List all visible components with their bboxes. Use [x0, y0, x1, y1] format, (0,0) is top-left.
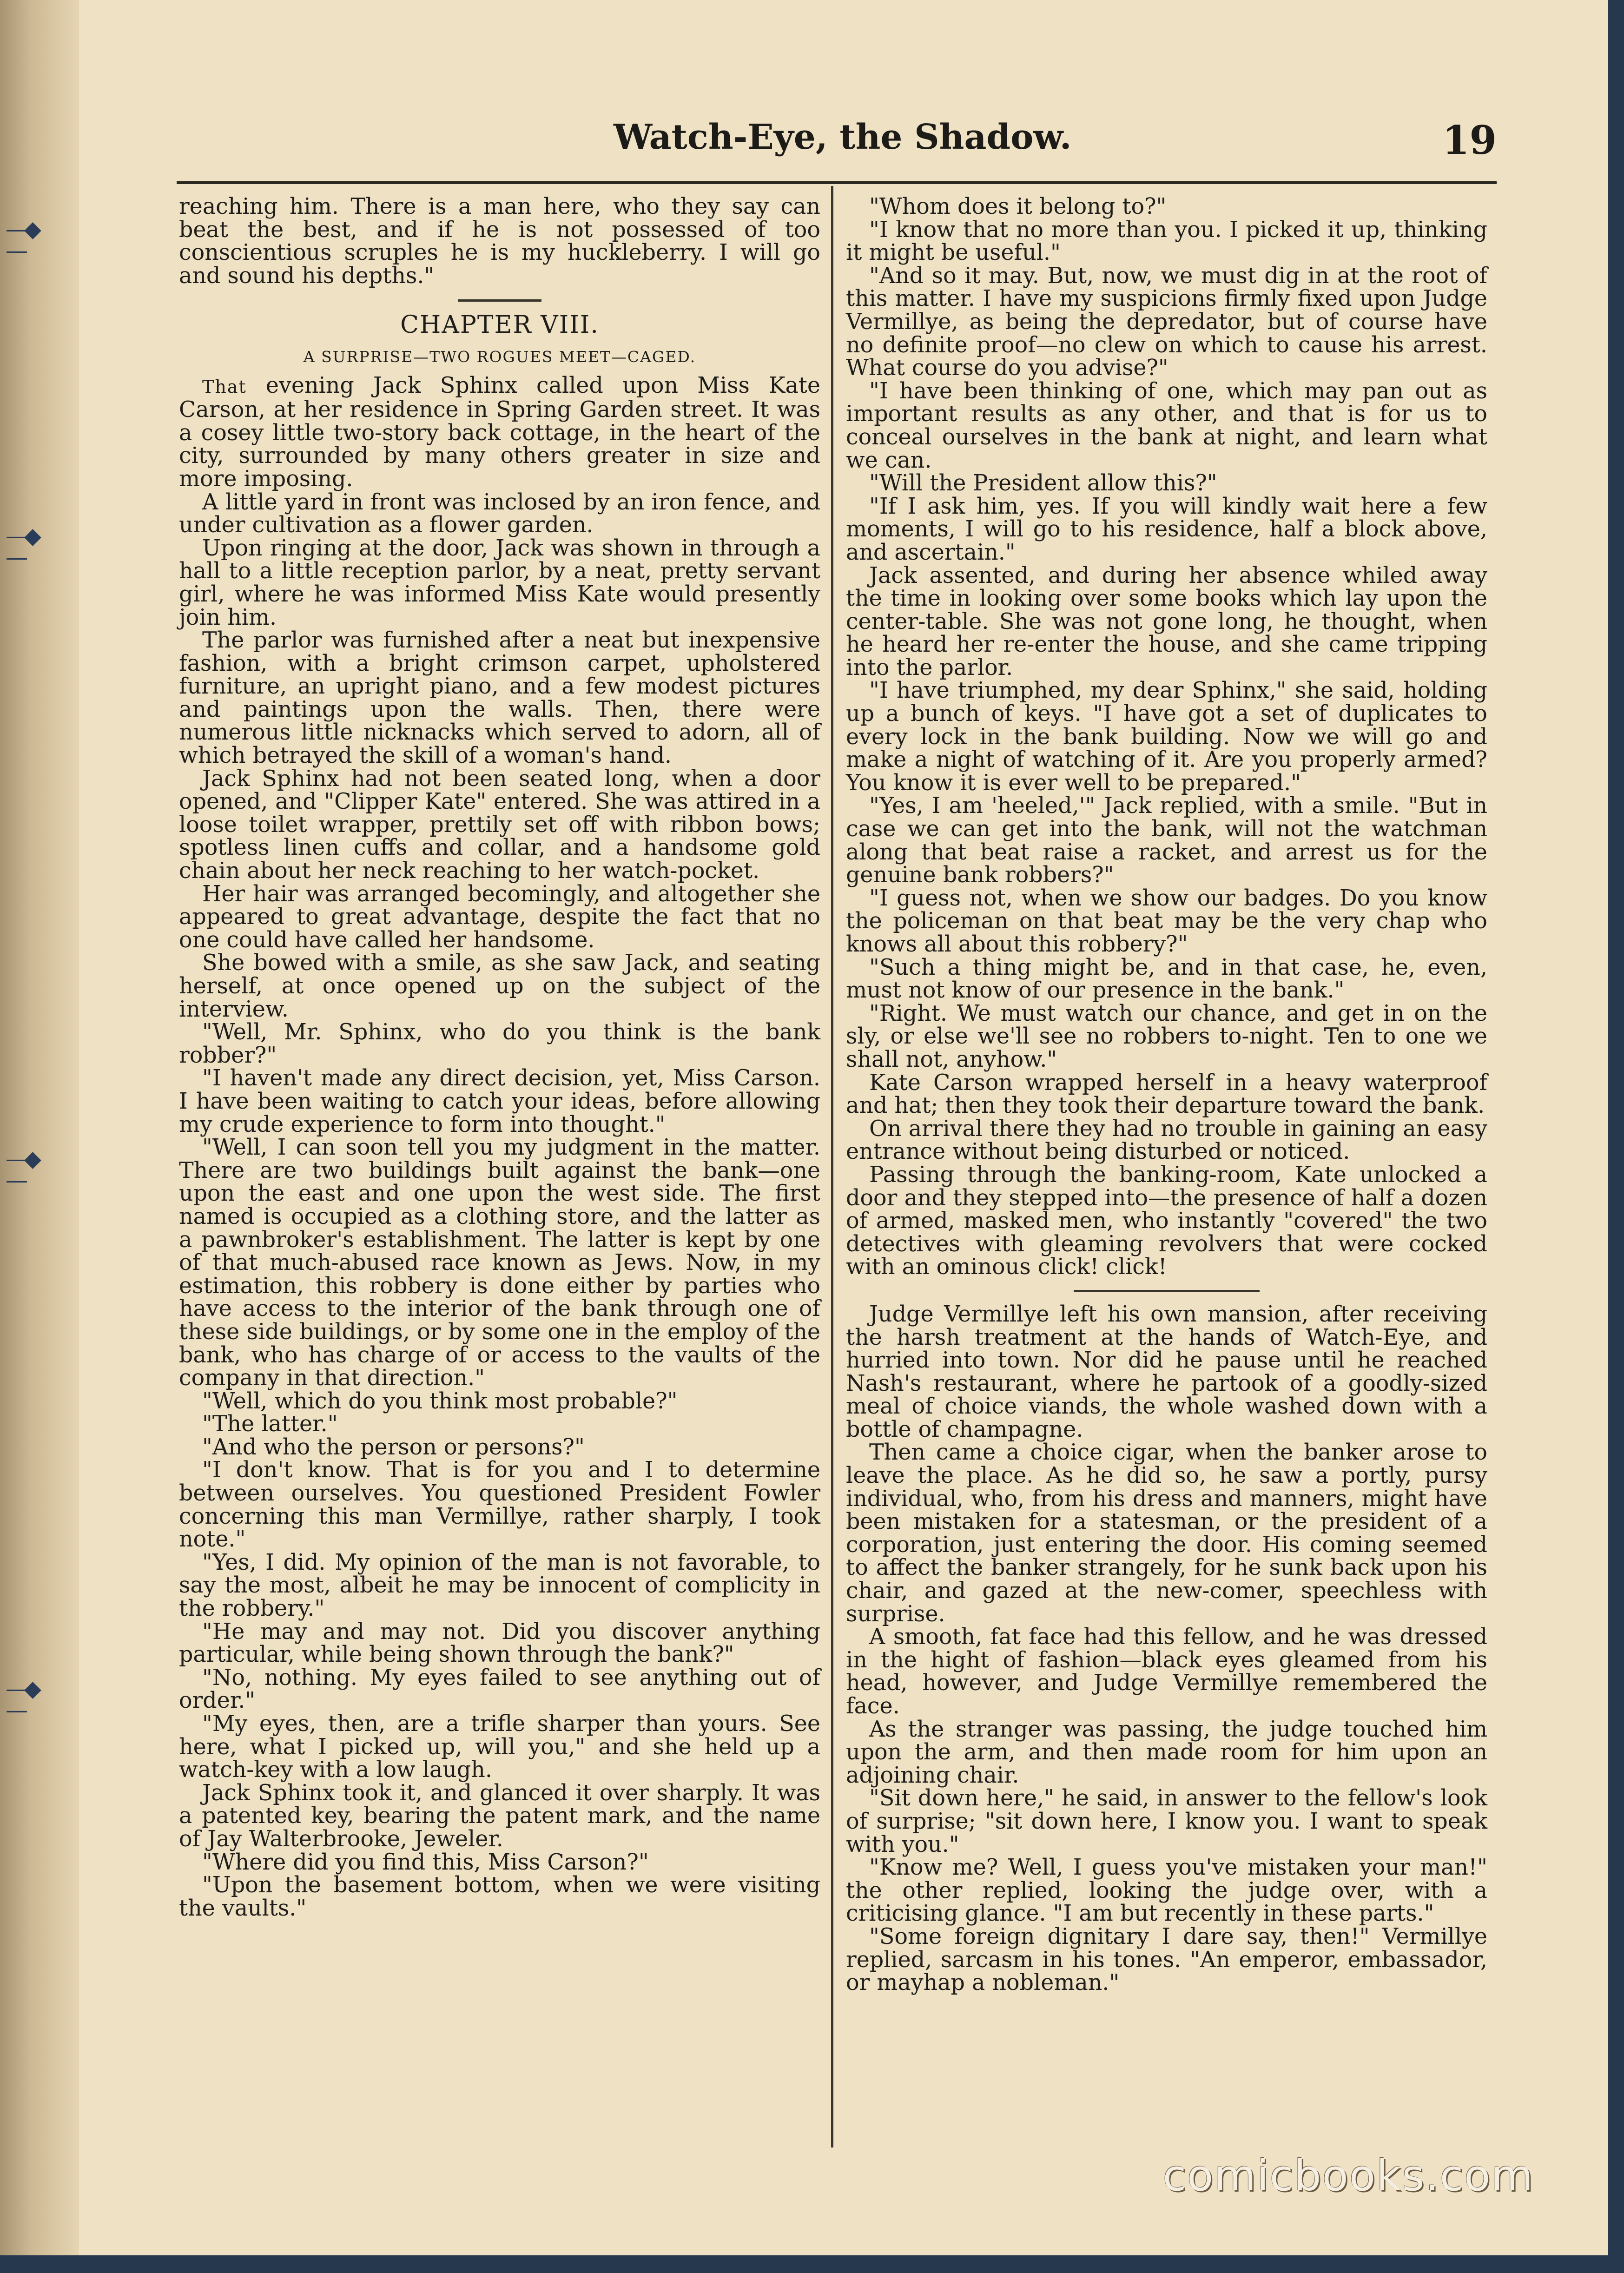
watermark: comicbooks.com: [1162, 2151, 1534, 2200]
chapter-heading: CHAPTER VIII.: [400, 311, 599, 339]
paragraph: Judge Vermillye left his own mansion, after receiving the harsh treatment at the hands of Watch-Eye, and hurried into town. Nor did he pause until he reached Nash's restaurant, where he partook of a goodly-sized meal of choice viands, the whole washed down with a bottle of champagne.: [846, 1301, 1487, 1442]
paragraph: "I guess not, when we show our badges. Do you know the policeman on that beat may be the very chap who knows all about this robbery?": [846, 885, 1487, 957]
paragraph: On arrival there they had no trouble in gaining an easy entrance without being disturbed or noticed.: [846, 1116, 1487, 1165]
binding-stitch-icon: —◆—: [6, 216, 38, 264]
paragraph-text: evening Jack Sphinx called upon Miss Kate Carson, at her residence in Spring Garden street. It was a cosey little two-story back cottage, in the heart of the city, surrounded by many others greater in size and more imposing.: [179, 372, 820, 492]
paragraph: "I have been thinking of one, which may pan out as important results as any other, and that is for us to conceal ourselves in the bank at night, and learn what we can.: [846, 378, 1487, 473]
paragraph: "I have triumphed, my dear Sphinx," she said, holding up a bunch of keys. "I have got a set of duplicates to every lock in the bank building. Now we will go and make a night of watching of it. Are you properly armed? You know it is ever well to be prepared.": [846, 678, 1487, 796]
paragraph: "My eyes, then, are a trifle sharper than yours. See here, what I picked up, will you," and she held up a watch-key with a low laugh.: [179, 1711, 820, 1783]
paragraph: Jack Sphinx had not been seated long, when a door opened, and "Clipper Kate" entered. She was attired in a loose toilet wrapper, prettily set off with ribbon bows; spotless linen cuffs and collar, and a handsome gold chain about her neck reaching to her watch-pocket.: [179, 766, 820, 884]
paragraph: "I haven't made any direct decision, yet, Miss Carson. I have been waiting to catch your ideas, before allowing my crude experience to form into thought.": [179, 1065, 820, 1137]
paragraph: A smooth, fat face had this fellow, and he was dressed in the hight of fashion—black eyes gleamed from his head, however, and Judge Vermillye remembered the face.: [846, 1624, 1487, 1719]
paragraph: "Well, I can soon tell you my judgment in the matter. There are two buildings built against the bank—one upon the east and one upon the west side. The first named is occupied as a clothing store, and the latter as a pawnbroker's establishment. The latter is kept by one of that much-abused race known as Jews. Now, in my estimation, this robbery is done either by parties who have access to the interior of the bank through one of these side buildings, or by some one in the employ of the bank, who has charge of or access to the vaults of the company in that direction.": [179, 1135, 820, 1391]
header-rule: [177, 181, 1497, 184]
paragraph: "Where did you find this, Miss Carson?": [202, 1849, 649, 1875]
paragraph: "Some foreign dignitary I dare say, then!" Vermillye replied, sarcasm in his tones. "An emperor, embassador, or mayhap a nobleman.": [846, 1923, 1487, 1996]
paragraph: Her hair was arranged becomingly, and altogether she appeared to great advantage, despite the fact that no one could have called her handsome.: [179, 881, 820, 953]
left-column: [179, 195, 820, 1920]
binding-gutter: [0, 0, 79, 2255]
binding-stitch-icon: —◆—: [6, 523, 38, 570]
paragraph: "Yes, I did. My opinion of the man is not favorable, to say the most, albeit he may be innocent of complicity in the robbery.": [179, 1549, 820, 1622]
paragraph: "I know that no more than you. I picked it up, thinking it might be useful.": [846, 217, 1487, 266]
section-divider: [458, 299, 541, 302]
paragraph: "Upon the basement bottom, when we were visiting the vaults.": [179, 1872, 820, 1921]
page-number: 19: [1442, 117, 1497, 163]
page-header: [614, 117, 1497, 173]
binding-stitch-icon: —◆—: [6, 1676, 38, 1723]
paragraph: "Right. We must watch our chance, and get in on the sly, or else we'll see no robbers to-night. Ten to one we shall not, anyhow.": [846, 1000, 1487, 1072]
paragraph: "The latter.": [202, 1411, 338, 1437]
paragraph: "No, nothing. My eyes failed to see anything out of order.": [179, 1665, 820, 1714]
paragraph: A little yard in front was inclosed by an iron fence, and under cultivation as a flower garden.: [179, 489, 820, 538]
column-divider: [831, 186, 833, 2147]
paragraph: Kate Carson wrapped herself in a heavy waterproof and hat; then they took their departure toward the bank.: [846, 1070, 1487, 1119]
binding-stitch-icon: —◆—: [6, 1146, 38, 1193]
running-title: Watch-Eye, the Shadow.: [614, 117, 1072, 157]
paragraph: "Well, which do you think most probable?": [202, 1388, 678, 1414]
paragraph: She bowed with a smile, as she saw Jack, and seating herself, at once opened up on the subject of the interview.: [179, 950, 820, 1022]
paragraph: "If I ask him, yes. If you will kindly wait here a few moments, I will go to his residence, half a block above, and ascertain.": [846, 493, 1487, 565]
paragraph: "Will the President allow this?": [869, 470, 1217, 496]
paragraph: "And so it may. But, now, we must dig in at the root of this matter. I have my suspicions firmly fixed upon Judge Vermillye, as being the depredator, but of course have no definite proof—no clew on which to cause his arrest. What course do you advise?": [846, 263, 1487, 381]
paragraph: Jack assented, and during her absence whiled away the time in looking over some books which lay upon the center-table. She was not gone long, he thought, when he heard her re-enter the house, and she came tripping into the parlor.: [846, 562, 1487, 681]
paragraph: reaching him. There is a man here, who they say can beat the best, and if he is not possessed of too conscientious scruples he is my huckleberry. I will go and sound his depths.": [179, 194, 820, 289]
right-column: [846, 195, 1487, 1995]
paragraph: "Yes, I am 'heeled,'" Jack replied, with a smile. "But in case we can get into the bank, will not the watchman along that beat raise a racket, and arrest us for the genuine bank robbers?": [846, 793, 1487, 888]
paragraph: "Such a thing might be, and in that case, he, even, must not know of our presence in the bank.": [846, 954, 1487, 1004]
paragraph: "Well, Mr. Sphinx, who do you think is the bank robber?": [179, 1019, 820, 1068]
lead-word: That: [202, 376, 247, 397]
paragraph: As the stranger was passing, the judge touched him upon the arm, and then made room for him upon an adjoining chair.: [846, 1716, 1487, 1788]
paragraph: Jack Sphinx took it, and glanced it over sharply. It was a patented key, bearing the patent mark, and the name of Jay Walterbrooke, Jeweler.: [179, 1780, 820, 1852]
paragraph: "Know me? Well, I guess you've mistaken your man!" the other replied, looking the judge over, with a criticising glance. "I am but recently in these parts.": [846, 1855, 1487, 1927]
paragraph: Upon ringing at the door, Jack was shown in through a hall to a little reception parlor, by a neat, pretty servant girl, where he was informed Miss Kate would presently join him.: [179, 535, 820, 630]
paragraph: "I don't know. That is for you and I to determine between ourselves. You questioned President Fowler concerning this man Vermillye, rather sharply, I took note.": [179, 1457, 820, 1553]
paragraph: Passing through the banking-room, Kate unlocked a door and they stepped into—the presence of half a dozen of armed, masked men, who instantly "covered" the two detectives with gleaming revolvers that were cocked with an ominous click! click!: [846, 1162, 1487, 1280]
paragraph: "And who the person or persons?": [202, 1434, 585, 1460]
paragraph: "Sit down here," he said, in answer to the fellow's look of surprise; "sit down here, I know you. I want to speak with you.": [846, 1785, 1487, 1857]
paragraph: "He may and may not. Did you discover anything particular, while being shown through the bank?": [179, 1619, 820, 1668]
paragraph: [179, 374, 820, 491]
paragraph: The parlor was furnished after a neat but inexpensive fashion, with a bright crimson carpet, upholstered furniture, an upright piano, and a few modest pictures and paintings upon the walls. Then, there were numerous little nicknacks which served to adorn, all of which betrayed the skill of a woman's hand.: [179, 628, 820, 769]
section-divider: [1074, 1290, 1260, 1292]
paragraph: Then came a choice cigar, when the banker arose to leave the place. As he did so, he saw a portly, pursy individual, who, from his dress and manners, might have been mistaken for a statesman, or the president of a corporation, just entering the door. His coming seemed to affect the banker strangely, for he sunk back upon his chair, and gazed at the new-comer, speechless with surprise.: [846, 1440, 1487, 1627]
paragraph: "Whom does it belong to?": [869, 194, 1167, 219]
chapter-subtitle: A SURPRISE—TWO ROGUES MEET—CAGED.: [303, 347, 696, 366]
